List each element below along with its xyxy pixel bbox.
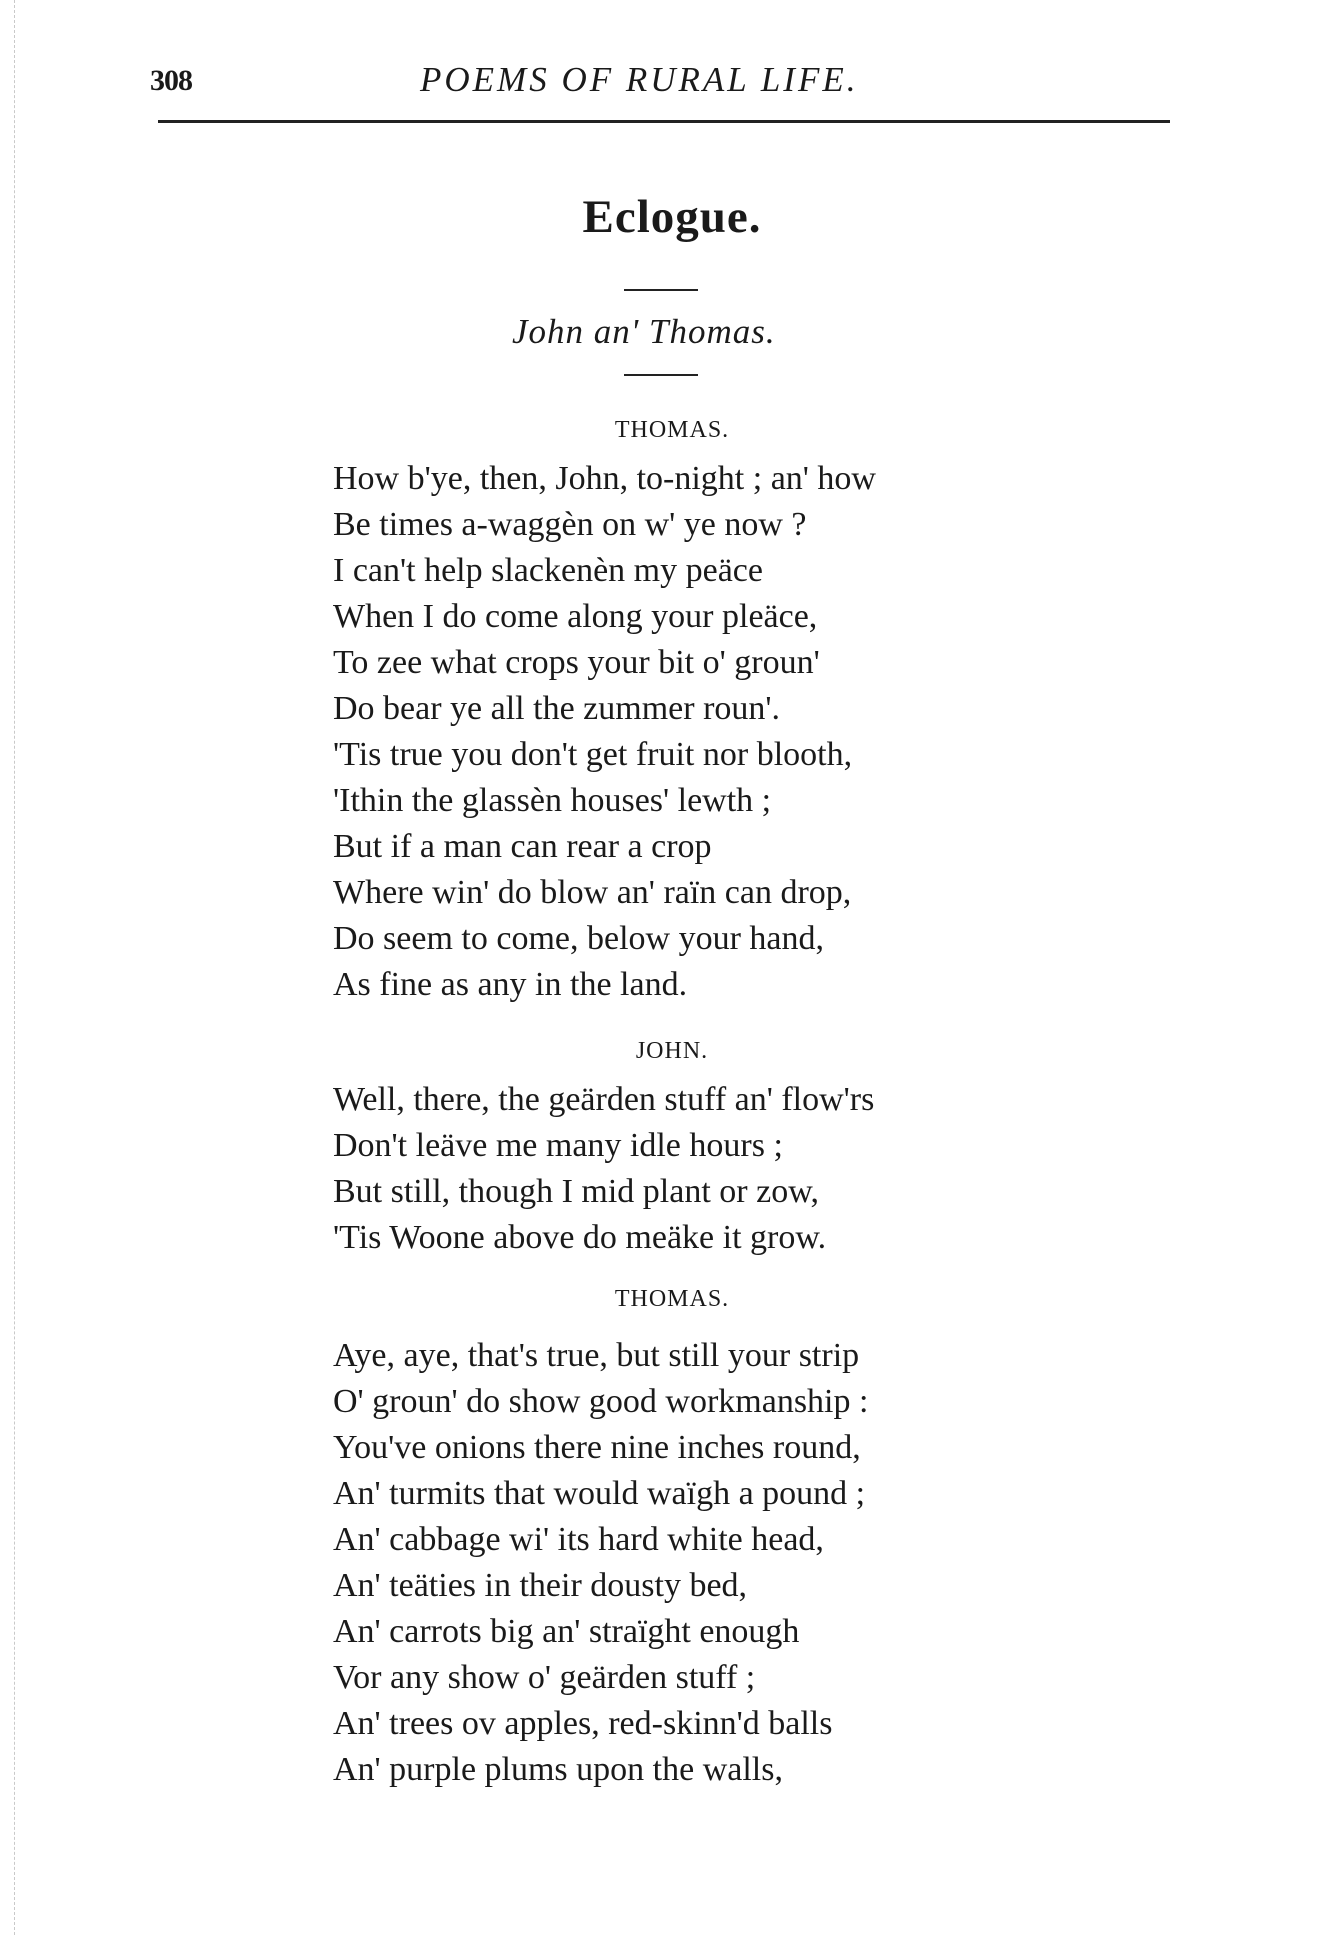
verse-line: Do seem to come, below your hand, bbox=[333, 920, 824, 957]
verse-line: When I do come along your pleäce, bbox=[333, 598, 818, 635]
verse-line: 'Ithin the glassèn houses' lewth ; bbox=[333, 782, 772, 819]
verse-line: Well, there, the geärden stuff an' flow'rs bbox=[333, 1081, 875, 1118]
verse-line: You've onions there nine inches round, bbox=[333, 1429, 861, 1466]
stanza-thomas-1 bbox=[333, 456, 876, 1008]
verse-line: Where win' do blow an' raïn can drop, bbox=[333, 874, 852, 911]
verse-line: An' carrots big an' straïght enough bbox=[333, 1613, 800, 1650]
speaker-label: JOHN. bbox=[635, 1038, 709, 1064]
verse-line: Aye, aye, that's true, but still your strip bbox=[333, 1337, 860, 1374]
verse-line: But still, though I mid plant or zow, bbox=[333, 1173, 820, 1210]
header-rule bbox=[158, 120, 1170, 123]
verse-line: As fine as any in the land. bbox=[333, 966, 688, 1003]
stanza-john bbox=[333, 1077, 874, 1261]
verse-line: An' trees ov apples, red-skinn'd balls bbox=[333, 1705, 833, 1742]
speaker-label: THOMAS. bbox=[614, 417, 730, 443]
page-number: 308 bbox=[150, 64, 192, 97]
verse-line: An' cabbage wi' its hard white head, bbox=[333, 1521, 824, 1558]
title-rule-upper bbox=[624, 289, 698, 291]
verse-line: To zee what crops your bit o' groun' bbox=[333, 644, 820, 681]
verse-line: How b'ye, then, John, to-night ; an' how bbox=[333, 460, 876, 497]
speaker-label: THOMAS. bbox=[614, 1286, 730, 1312]
verse-line: O' groun' do show good workmanship : bbox=[333, 1383, 869, 1420]
poem-title: Eclogue. bbox=[582, 191, 762, 243]
running-head: POEMS OF RURAL LIFE. bbox=[420, 60, 859, 99]
verse-line: But if a man can rear a crop bbox=[333, 828, 712, 865]
verse-line: An' teäties in their dousty bed, bbox=[333, 1567, 748, 1604]
stanza-thomas-2 bbox=[333, 1333, 868, 1793]
title-rule-lower bbox=[624, 374, 698, 376]
verse-line: Vor any show o' geärden stuff ; bbox=[333, 1659, 756, 1696]
verse-line: Don't leäve me many idle hours ; bbox=[333, 1127, 783, 1164]
verse-line: Do bear ye all the zummer roun'. bbox=[333, 690, 781, 727]
verse-line: 'Tis Woone above do meäke it grow. bbox=[333, 1219, 827, 1256]
page-gutter-line bbox=[14, 0, 15, 1935]
verse-line: An' turmits that would waïgh a pound ; bbox=[333, 1475, 866, 1512]
poem-subtitle: John an' Thomas. bbox=[512, 312, 776, 351]
verse-line: 'Tis true you don't get fruit nor blooth, bbox=[333, 736, 853, 773]
verse-line: I can't help slackenèn my peäce bbox=[333, 552, 763, 589]
verse-line: An' purple plums upon the walls, bbox=[333, 1751, 783, 1788]
verse-line: Be times a-waggèn on w' ye now ? bbox=[333, 506, 807, 543]
